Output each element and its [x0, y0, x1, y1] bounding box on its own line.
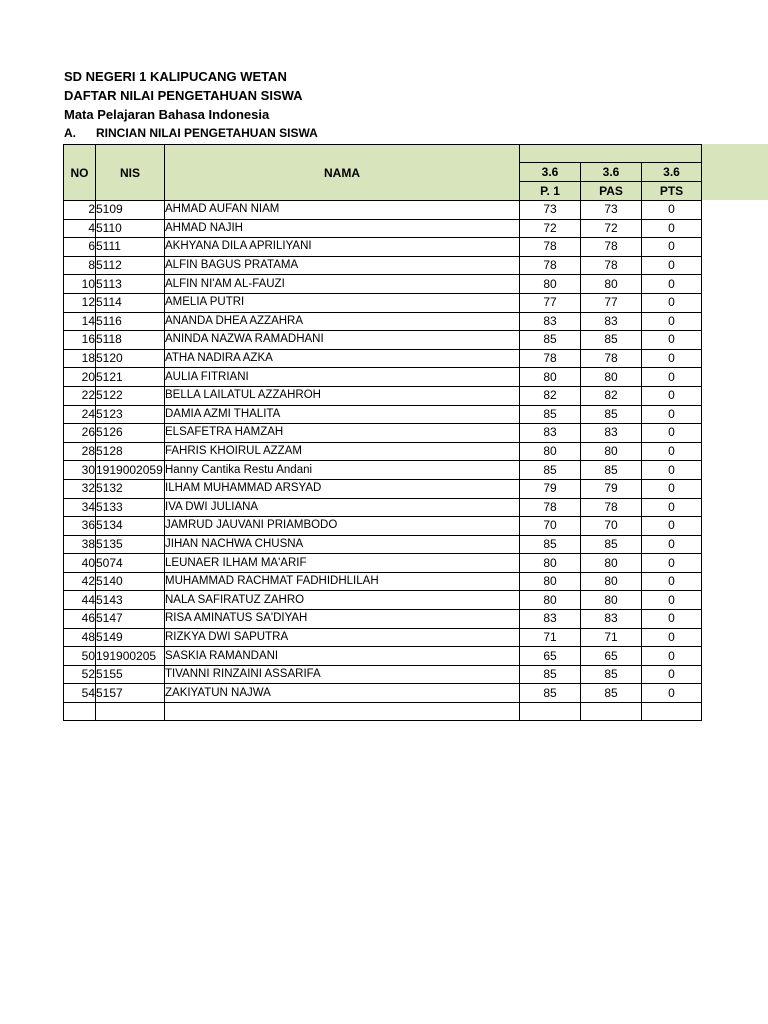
cell-no: 26: [64, 424, 96, 443]
cell-nis: 5113: [96, 275, 165, 294]
col-header-pas: PAS: [581, 182, 642, 201]
cell-p1: 80: [520, 275, 581, 294]
cell-pts: 0: [642, 424, 702, 443]
cell-nama: AHMAD NAJIH: [165, 219, 520, 238]
cell-p1: 80: [520, 368, 581, 387]
cell-no: 24: [64, 405, 96, 424]
cell-pts: 0: [642, 386, 702, 405]
cell-no: 14: [64, 312, 96, 331]
cell-pas: 80: [581, 572, 642, 591]
table-row: [64, 219, 702, 238]
cell-pas: 72: [581, 219, 642, 238]
cell-pts: 0: [642, 684, 702, 703]
cell-pts: 0: [642, 219, 702, 238]
cell-nama: FAHRIS KHOIRUL AZZAM: [165, 442, 520, 461]
table-row: [64, 275, 702, 294]
cell-p1: 78: [520, 256, 581, 275]
cell-nis: 5155: [96, 665, 165, 684]
cell-pas: 80: [581, 591, 642, 610]
cell-pas: 83: [581, 610, 642, 629]
cell-nis: 5122: [96, 386, 165, 405]
cell-pas: 82: [581, 386, 642, 405]
cell-pas: 77: [581, 293, 642, 312]
cell-no: 40: [64, 554, 96, 573]
cell-nis: 5135: [96, 535, 165, 554]
cell-nama: RISA AMINATUS SA'DIYAH: [165, 610, 520, 629]
table-row: [64, 572, 702, 591]
cell-p1: 73: [520, 201, 581, 220]
blank-cell: [64, 703, 96, 721]
cell-nama: ANINDA NAZWA RAMADHANI: [165, 331, 520, 350]
table-row: [64, 610, 702, 629]
cell-p1: 78: [520, 498, 581, 517]
cell-nama: IVA DWI JULIANA: [165, 498, 520, 517]
blank-cell: [581, 703, 642, 721]
table-row: [64, 628, 702, 647]
cell-nis: 5134: [96, 517, 165, 536]
cell-no: 28: [64, 442, 96, 461]
cell-no: 30: [64, 461, 96, 480]
cell-nama: ALFIN BAGUS PRATAMA: [165, 256, 520, 275]
col-header-nis: NIS: [96, 145, 165, 201]
cell-nis: 5074: [96, 554, 165, 573]
col-header-group: [520, 145, 702, 163]
table-row: [64, 405, 702, 424]
cell-no: 10: [64, 275, 96, 294]
cell-p1: 70: [520, 517, 581, 536]
school-name: SD NEGERI 1 KALIPUCANG WETAN: [64, 69, 287, 84]
cell-nama: NALA SAFIRATUZ ZAHRO: [165, 591, 520, 610]
cell-nis: 5147: [96, 610, 165, 629]
cell-pas: 78: [581, 238, 642, 257]
col-header-kd-2: 3.6: [581, 163, 642, 182]
cell-nis: 5118: [96, 331, 165, 350]
cell-nis: 5143: [96, 591, 165, 610]
cell-no: 44: [64, 591, 96, 610]
cell-nama: ALFIN NI'AM AL-FAUZI: [165, 275, 520, 294]
cell-no: 8: [64, 256, 96, 275]
cell-p1: 83: [520, 424, 581, 443]
cell-nama: MUHAMMAD RACHMAT FADHIDHLILAH: [165, 572, 520, 591]
cell-nama: TIVANNI RINZAINI ASSARIFA: [165, 665, 520, 684]
cell-pts: 0: [642, 275, 702, 294]
cell-nis: 5110: [96, 219, 165, 238]
table-row: [64, 517, 702, 536]
cell-pas: 83: [581, 424, 642, 443]
table-row: [64, 554, 702, 573]
blank-row: [64, 703, 702, 721]
cell-nis: 5157: [96, 684, 165, 703]
cell-no: 20: [64, 368, 96, 387]
cell-pas: 71: [581, 628, 642, 647]
cell-pts: 0: [642, 610, 702, 629]
cell-nama: AKHYANA DILA APRILIYANI: [165, 238, 520, 257]
cell-p1: 85: [520, 331, 581, 350]
cell-nis: 5123: [96, 405, 165, 424]
grades-table: [63, 144, 702, 721]
cell-pas: 83: [581, 312, 642, 331]
cell-nis: 5120: [96, 349, 165, 368]
cell-pts: 0: [642, 405, 702, 424]
subject-line: Mata Pelajaran Bahasa Indonesia: [64, 107, 270, 122]
cell-pts: 0: [642, 572, 702, 591]
cell-nama: AMELIA PUTRI: [165, 293, 520, 312]
cell-p1: 78: [520, 349, 581, 368]
table-row: [64, 442, 702, 461]
table-row: [64, 256, 702, 275]
cell-pts: 0: [642, 201, 702, 220]
cell-p1: 85: [520, 535, 581, 554]
cell-pts: 0: [642, 591, 702, 610]
cell-pts: 0: [642, 442, 702, 461]
cell-pas: 65: [581, 647, 642, 666]
cell-pas: 80: [581, 442, 642, 461]
cell-pas: 79: [581, 479, 642, 498]
header-fill-extension: [701, 144, 768, 200]
table-row: [64, 461, 702, 480]
table-row: [64, 647, 702, 666]
cell-pts: 0: [642, 535, 702, 554]
table-row: [64, 312, 702, 331]
cell-no: 18: [64, 349, 96, 368]
cell-nis: 5128: [96, 442, 165, 461]
cell-nama: ELSAFETRA HAMZAH: [165, 424, 520, 443]
cell-p1: 83: [520, 610, 581, 629]
cell-nis: 5114: [96, 293, 165, 312]
header-row-top: [64, 145, 702, 163]
cell-no: 2: [64, 201, 96, 220]
cell-nama: JIHAN NACHWA CHUSNA: [165, 535, 520, 554]
cell-p1: 85: [520, 405, 581, 424]
blank-cell: [520, 703, 581, 721]
cell-pts: 0: [642, 312, 702, 331]
blank-cell: [642, 703, 702, 721]
table-row: [64, 591, 702, 610]
cell-pas: 73: [581, 201, 642, 220]
cell-nama: Hanny Cantika Restu Andani: [165, 461, 520, 480]
cell-p1: 83: [520, 312, 581, 331]
cell-p1: 80: [520, 442, 581, 461]
document-title: DAFTAR NILAI PENGETAHUAN SISWA: [64, 88, 303, 103]
cell-p1: 85: [520, 665, 581, 684]
col-header-p1: P. 1: [520, 182, 581, 201]
table-row: [64, 479, 702, 498]
col-header-kd-3: 3.6: [642, 163, 702, 182]
cell-pas: 80: [581, 554, 642, 573]
cell-nis: 1919002059: [96, 461, 165, 480]
cell-pas: 85: [581, 405, 642, 424]
cell-nis: 5111: [96, 238, 165, 257]
cell-nama: LEUNAER ILHAM MA'ARIF: [165, 554, 520, 573]
cell-no: 46: [64, 610, 96, 629]
cell-nis: 5133: [96, 498, 165, 517]
cell-nis: 5121: [96, 368, 165, 387]
table-row: [64, 386, 702, 405]
cell-no: 12: [64, 293, 96, 312]
cell-no: 32: [64, 479, 96, 498]
cell-pas: 80: [581, 275, 642, 294]
cell-nama: ZAKIYATUN NAJWA: [165, 684, 520, 703]
cell-pts: 0: [642, 331, 702, 350]
table-row: [64, 238, 702, 257]
cell-nama: RIZKYA DWI SAPUTRA: [165, 628, 520, 647]
table-row: [64, 293, 702, 312]
cell-pts: 0: [642, 368, 702, 387]
cell-pas: 85: [581, 535, 642, 554]
table-row: [64, 535, 702, 554]
col-header-nama: NAMA: [165, 145, 520, 201]
table-row: [64, 349, 702, 368]
cell-p1: 79: [520, 479, 581, 498]
table-row: [64, 498, 702, 517]
table-row: [64, 368, 702, 387]
cell-nama: BELLA LAILATUL AZZAHROH: [165, 386, 520, 405]
blank-cell: [165, 703, 520, 721]
cell-nis: 5112: [96, 256, 165, 275]
section-title: RINCIAN NILAI PENGETAHUAN SISWA: [96, 126, 318, 140]
cell-no: 6: [64, 238, 96, 257]
cell-pas: 85: [581, 331, 642, 350]
cell-p1: 82: [520, 386, 581, 405]
cell-no: 52: [64, 665, 96, 684]
cell-pts: 0: [642, 628, 702, 647]
cell-pts: 0: [642, 517, 702, 536]
cell-p1: 65: [520, 647, 581, 666]
cell-nis: 5149: [96, 628, 165, 647]
cell-pts: 0: [642, 647, 702, 666]
cell-p1: 71: [520, 628, 581, 647]
cell-no: 4: [64, 219, 96, 238]
cell-p1: 80: [520, 572, 581, 591]
cell-nis: 5140: [96, 572, 165, 591]
cell-nis: 5126: [96, 424, 165, 443]
cell-pas: 70: [581, 517, 642, 536]
table-row: [64, 331, 702, 350]
cell-no: 54: [64, 684, 96, 703]
cell-nama: AULIA FITRIANI: [165, 368, 520, 387]
cell-pts: 0: [642, 461, 702, 480]
cell-p1: 77: [520, 293, 581, 312]
cell-nama: AHMAD AUFAN NIAM: [165, 201, 520, 220]
cell-pas: 78: [581, 498, 642, 517]
cell-nis: 191900205: [96, 647, 165, 666]
cell-p1: 78: [520, 238, 581, 257]
cell-nama: ATHA NADIRA AZKA: [165, 349, 520, 368]
cell-nama: ANANDA DHEA AZZAHRA: [165, 312, 520, 331]
cell-pas: 78: [581, 349, 642, 368]
cell-no: 36: [64, 517, 96, 536]
cell-no: 16: [64, 331, 96, 350]
cell-pas: 85: [581, 665, 642, 684]
cell-nis: 5116: [96, 312, 165, 331]
section-letter: A.: [64, 126, 76, 140]
cell-pts: 0: [642, 479, 702, 498]
cell-pas: 85: [581, 461, 642, 480]
cell-no: 50: [64, 647, 96, 666]
cell-p1: 72: [520, 219, 581, 238]
blank-cell: [96, 703, 165, 721]
cell-nama: JAMRUD JAUVANI PRIAMBODO: [165, 517, 520, 536]
cell-p1: 80: [520, 554, 581, 573]
col-header-kd-1: 3.6: [520, 163, 581, 182]
cell-no: 22: [64, 386, 96, 405]
cell-pts: 0: [642, 665, 702, 684]
cell-pts: 0: [642, 498, 702, 517]
section-heading: [64, 124, 318, 142]
table-row: [64, 665, 702, 684]
table-row: [64, 201, 702, 220]
cell-pas: 78: [581, 256, 642, 275]
col-header-pts: PTS: [642, 182, 702, 201]
cell-no: 48: [64, 628, 96, 647]
cell-p1: 80: [520, 591, 581, 610]
cell-pts: 0: [642, 293, 702, 312]
table-row: [64, 424, 702, 443]
cell-nama: SASKIA RAMANDANI: [165, 647, 520, 666]
cell-pts: 0: [642, 238, 702, 257]
col-header-no: NO: [64, 145, 96, 201]
cell-pts: 0: [642, 349, 702, 368]
table-row: [64, 684, 702, 703]
cell-nis: 5109: [96, 201, 165, 220]
cell-pts: 0: [642, 256, 702, 275]
cell-nama: ILHAM MUHAMMAD ARSYAD: [165, 479, 520, 498]
cell-p1: 85: [520, 461, 581, 480]
cell-pas: 80: [581, 368, 642, 387]
cell-no: 38: [64, 535, 96, 554]
cell-no: 34: [64, 498, 96, 517]
cell-nama: DAMIA AZMI THALITA: [165, 405, 520, 424]
cell-pas: 85: [581, 684, 642, 703]
cell-nis: 5132: [96, 479, 165, 498]
cell-pts: 0: [642, 554, 702, 573]
cell-no: 42: [64, 572, 96, 591]
cell-p1: 85: [520, 684, 581, 703]
